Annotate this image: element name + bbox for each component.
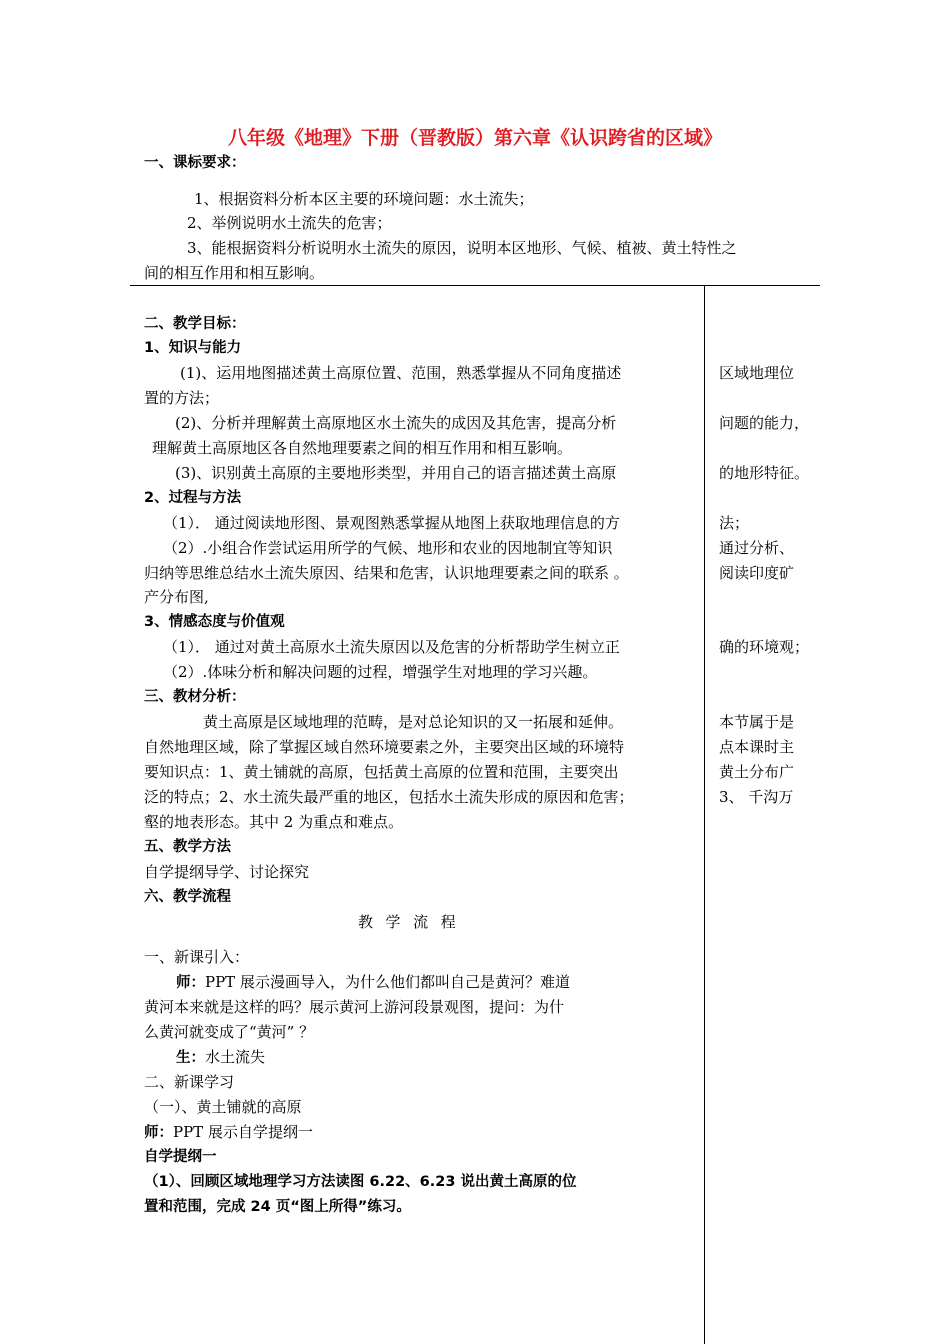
paragraph — [176, 971, 570, 994]
paragraph: (2)、分析并理解黄土高原地区水土流失的成因及其危害，提高分析 — [175, 414, 617, 432]
student-label: 生： — [176, 1050, 205, 1066]
divider-vertical — [704, 286, 705, 1344]
paragraph: （2）.体味分析和解决问题的过程，增强学生对地理的学习兴趣。 — [163, 663, 598, 681]
side-text: 阅读印度矿 — [719, 564, 795, 582]
side-text: 区域地理位 — [719, 364, 795, 382]
section-heading-analysis: 三、教材分析： — [144, 689, 246, 705]
paragraph — [144, 1121, 313, 1144]
paragraph: （2）.小组合作尝试运用所学的气候、地形和农业的因地制宜等知识 — [163, 539, 613, 557]
outline-item: 置和范围，完成 24 页“图上所得”练习。 — [144, 1199, 411, 1215]
paragraph: 要知识点：1、黄土铺就的高原，包括黄土高原的位置和范围，主要突出 — [144, 763, 619, 781]
page-title: 八年级《地理》下册（晋教版）第六章《认识跨省的区域》 — [227, 127, 722, 149]
student-text: 水土流失 — [205, 1048, 266, 1066]
subheading-knowledge: 1、知识与能力 — [144, 340, 242, 356]
paragraph: (3)、识别黄土高原的主要地形类型，并用自己的语言描述黄土高原 — [175, 464, 617, 482]
paragraph: 一、新课引入： — [144, 948, 250, 966]
paragraph: 黄土高原是区域地理的范畴，是对总论知识的又一拓展和延伸。 — [203, 713, 624, 731]
teacher-text: PPT 展示自学提纲一 — [173, 1123, 313, 1141]
paragraph: (1)、运用地图描述黄土高原位置、范围，熟悉掌握从不同角度描述 — [180, 364, 622, 382]
side-text: 通过分析、 — [719, 539, 795, 557]
teacher-text: PPT 展示漫画导入，为什么他们都叫自己是黄河？难道 — [205, 973, 570, 991]
paragraph: （1）． 通过对黄土高原水土流失原因以及危害的分析帮助学生树立正 — [163, 638, 620, 656]
paragraph: 黄河本来就是这样的吗？展示黄河上游河段景观图，提问：为什 — [144, 998, 565, 1016]
section-heading-curriculum: 一、课标要求： — [144, 155, 246, 171]
paragraph: 3、能根据资料分析说明水土流失的原因，说明本区地形、气候、植被、黄土特性之 — [187, 239, 737, 257]
divider-horizontal — [130, 285, 820, 286]
side-text: 法； — [719, 514, 750, 532]
outline-item: （1）、回顾区域地理学习方法读图 6.22、6.23 说出黄土高原的位 — [144, 1174, 577, 1190]
paragraph: 置的方法； — [144, 389, 220, 407]
side-text: 本节属于是 — [719, 713, 795, 731]
paragraph: 泛的特点；2、水土流失最严重的地区，包括水土流失形成的原因和危害； — [144, 788, 634, 806]
subheading-process: 2、过程与方法 — [144, 490, 242, 506]
subheading-values: 3、情感态度与价值观 — [144, 614, 285, 630]
side-text: 黄土分布广 — [719, 763, 795, 781]
side-text: 确的环境观； — [719, 638, 810, 656]
side-text: 问题的能力， — [719, 414, 810, 432]
paragraph: 归纳等思维总结水土流失原因、结果和危害，认识地理要素之间的联系 。 — [144, 564, 629, 582]
side-text: 点本课时主 — [719, 738, 795, 756]
paragraph: 二、新课学习 — [144, 1073, 235, 1091]
teacher-label: 师： — [144, 1125, 173, 1141]
paragraph: （1）． 通过阅读地形图、景观图熟悉掌握从地图上获取地理信息的方 — [163, 514, 620, 532]
teacher-label: 师： — [176, 975, 205, 991]
side-text: 3、 千沟万 — [719, 788, 794, 806]
section-heading-flow: 六、教学流程 — [144, 889, 231, 905]
flow-center-title: 教 学 流 程 — [358, 913, 457, 931]
paragraph: 自学提纲导学、讨论探究 — [144, 863, 310, 881]
paragraph: 间的相互作用和相互影响。 — [144, 264, 325, 282]
paragraph: 么黄河就变成了“黄河” ？ — [144, 1023, 315, 1041]
section-heading-methods: 五、教学方法 — [144, 839, 231, 855]
section-heading-objectives: 二、教学目标： — [144, 316, 246, 332]
paragraph — [176, 1046, 265, 1069]
side-text: 的地形特征。 — [719, 464, 810, 482]
paragraph: 产分布图, — [144, 588, 209, 606]
paragraph: 壑的地表形态。其中 2 为重点和难点。 — [144, 813, 404, 831]
paragraph: 自然地理区域，除了掌握区域自然环境要素之外，主要突出区域的环境特 — [144, 738, 625, 756]
paragraph: 2、举例说明水土流失的危害； — [187, 214, 392, 232]
paragraph: 1、根据资料分析本区主要的环境问题：水土流失； — [194, 190, 534, 208]
paragraph: 理解黄土高原地区各自然地理要素之间的相互作用和相互影响。 — [152, 439, 573, 457]
outline-heading: 自学提纲一 — [144, 1149, 217, 1165]
paragraph: （一）、黄土铺就的高原 — [144, 1098, 302, 1116]
